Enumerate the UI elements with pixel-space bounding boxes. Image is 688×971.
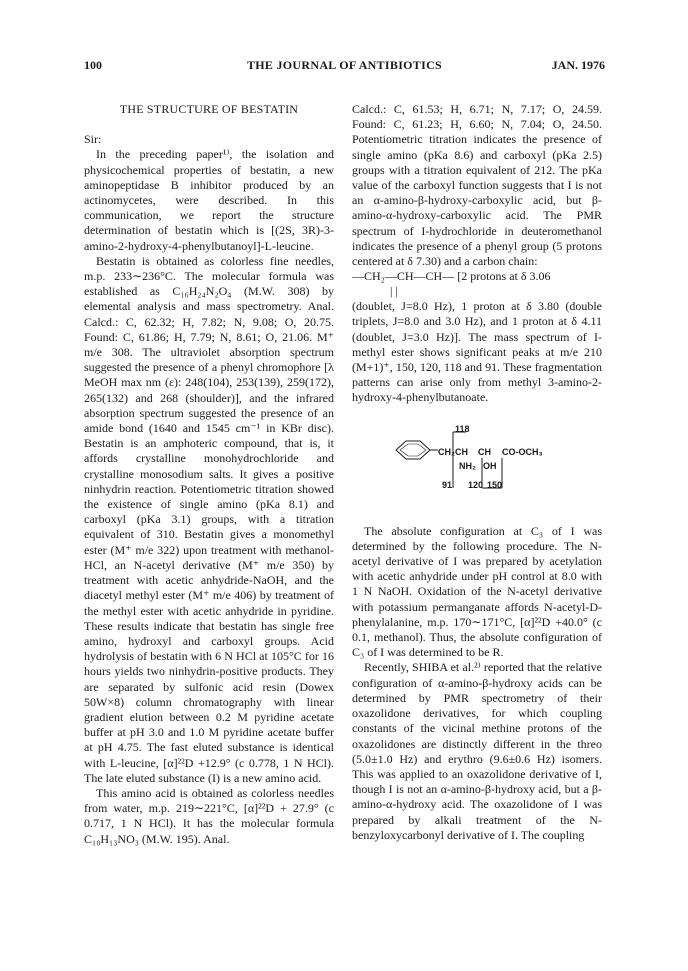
page-number: 100 [84, 58, 102, 72]
fragment-label-120: 120 [468, 479, 484, 490]
ch-hydroxy-carbon: CH [478, 446, 491, 457]
right-column [352, 102, 602, 843]
paragraph-amino-acid: This amino acid is obtained as colorless needles from water, m.p. 219∼221°C, [α]²²D + 27.9° (c 0.717, 1 N HCl). It has the molecular formula C₁₀H₁₃NO₃ (M.W. 195). Anal. [84, 785, 334, 846]
paragraph-bestatin-properties: Bestatin is obtained as colorless fine needles, m.p. 233∼236°C. The molecular formula was established as C₁₆H₂₄N₂O₄ (M.W. 308) by elemental analysis and mass spectrometry. Anal. Calcd.: C, 62.32; H, 7.82; N, 9.08; O, 20.75. Found: C, 61.86; H, 7.79; N, 8.61; O, 21.06. M⁺ m/e 308. The ultraviolet absorption spectrum suggested the presence of a phenyl chromophore [λ MeOH max nm (ε): 248(104), 253(139), 259(172), 265(132) and 268 (shoulder)], and the infrared absorption spectrum suggested the presence of an amide bond (1640 and 1545 cm⁻¹ in KBr disc). Bestatin is an amphoteric compound, that is, it affords crystalline monohydrochloride and crystalline monosodium salts. It gives a positive ninhydrin reaction. Potentiometric titration showed the existence of single amino (pKa 8.1) and carboxyl (pKa 3.1) groups, with a titration equivalent of 310. Bestatin gives a monomethyl ester (M⁺ m/e 322) upon treatment with methanol-HCl, an N-acetyl derivative (M⁺ m/e 350) by treatment with acetic anhydride-NaOH, and the diacetyl methyl ester (M⁺ m/e 406) by treatment of the methyl ester with acetic anhydride in pyridine. These results indicate that bestatin has single free amino, hydroxyl and carboxyl groups. Acid hydrolysis of bestatin with 6 N HCl at 105°C for 16 hours yields two ninhydrin-positive products. They are separated by sulfonic acid resin (Dowex 50W×8) column chromatography with linear gradient elution between 0.2 M pyridine acetate buffer at pH 3.0 and 1.0 M pyridine acetate buffer at pH 4.75. The fast eluted substance is identical with L-leucine, [α]²²D +12.9° (c 0.778, 1 N HCl). The late eluted substance (I) is a new amino acid. [84, 253, 334, 785]
fragmentation-structure-diagram [352, 420, 602, 504]
ch-amino-carbon: CH [455, 446, 468, 457]
ch2-group: CH₂ [438, 446, 455, 457]
running-header [84, 58, 605, 74]
carbon-chain-bonds: | | [390, 284, 398, 299]
paragraph-absolute-configuration: The absolute configuration at C₃ of I was determined by the following procedure. The N-acetyl derivative of I was prepared by acetylation with acetic anhydride under pH control at 8.0 with 1 N NaOH. Oxidation of the N-acetyl derivative with potassium permanganate affords N-acetyl-D-phenylalanine, m.p. 170∼171°C, [α]²²D +40.0° (c 0.1, methanol). Thus, the absolute configuration of C₃ of I was determined to be R. [352, 523, 602, 660]
paragraph-analysis-continued: Calcd.: C, 61.53; H, 6.71; N, 7.17; O, 24.59. Found: C, 61.23; H, 6.60; N, 7.04; O, 24.50. Potentiometric titration indicates the presence of single amino (pKa 8.6) and carboxyl (pKa 2.5) groups with a titration equivalent of 212. The pKa value of the carboxyl function suggests that I is not an α-amino-β-hydroxy-carboxylic acid, but β-amino-α-hydroxy-carboxylic acid. The PMR spectrum of I-hydrochloride in deuteromethanol indicates the presence of a phenyl group (5 protons centered at δ 7.30) and a carbon chain: [352, 102, 602, 269]
article-title: THE STRUCTURE OF BESTATIN [119, 102, 299, 116]
left-column [84, 102, 334, 847]
paragraph-relative-configuration: Recently, SHIBA et al.²⁾ reported that the relative configuration of α-amino-β-hydroxy acids can be determined by PMR spectrometry of their oxazolidone derivatives, for which coupling constants of the vicinal methine protons of the oxazolidones are distinctly different in the threo (5.0±1.0 Hz) and erythro (9.6±0.6 Hz) isomers. This was applied to an oxazolidone derivative of I, though I is not an α-amino-β-hydroxy acid, but a β-amino-α-hydroxy acid. The oxazolidone of I was prepared by alkali treatment of the N-benzyloxycarbonyl derivative of I. The coupling [352, 660, 602, 842]
hydroxy-group: OH [483, 460, 497, 471]
fragment-label-150: 150 [487, 479, 503, 490]
ester-group: CO-OCH₃ [502, 446, 543, 457]
carbon-chain-formula: —CH₂—CH—CH— [2 protons at δ 3.06 [352, 269, 551, 284]
fragment-label-91: 91 [442, 479, 453, 490]
paragraph-pmr-mass: (doublet, J=8.0 Hz), 1 proton at δ 3.80 (double triplets, J=8.0 and 3.0 Hz), and 1 proton at δ 4.11 (doublet, J=3.0 Hz)]. The mass spectrum of I-methyl ester shows significant peaks at m/e 210 (M+1)⁺, 150, 120, 118 and 91. These fragmentation patterns can arise only from methyl 3-amino-2-hydroxy-4-phenylbutanoate. [352, 299, 602, 405]
paragraph-intro: In the preceding paper¹⁾, the isolation and physicochemical properties of bestatin, a new aminopeptidase B inhibitor produced by an actinomycetes, were described. In this communication, we report the structure determination of bestatin which is [(2S, 3R)-3-amino-2-hydroxy-4-phenylbutanoyl]-L-leucine. [84, 147, 334, 253]
journal-title: THE JOURNAL OF ANTIBIOTICS [246, 58, 443, 72]
amino-group: NH₂ [459, 460, 476, 471]
salutation: Sir: [84, 132, 102, 147]
fragment-label-118: 118 [455, 423, 470, 434]
issue-date: JAN. 1976 [551, 58, 605, 72]
